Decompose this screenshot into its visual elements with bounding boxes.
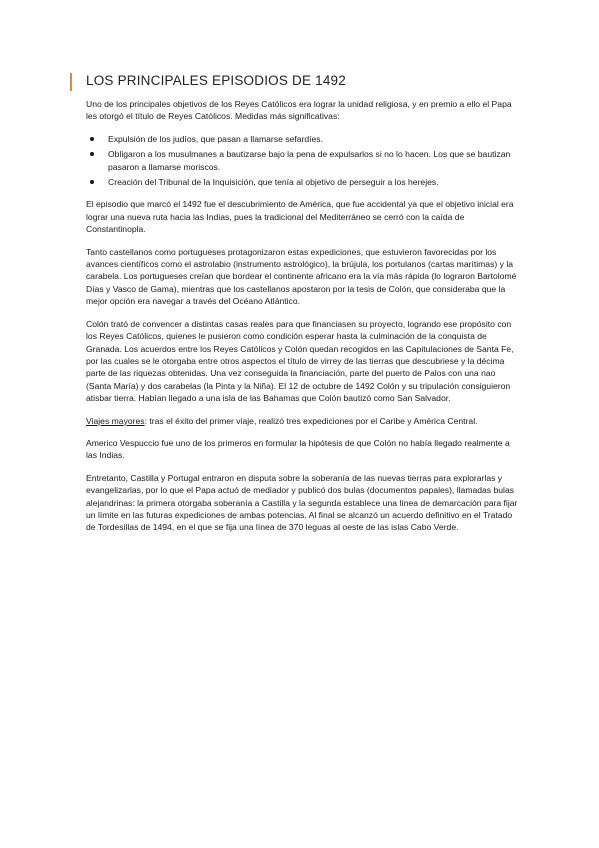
list-item-text: Expulsión de los judíos, que pasan a llamarse sefardíes. [108,133,323,144]
intro-paragraph: Uno de los principales objetivos de los Reyes Católicos era lograr la unidad religiosa, y en premio a ello el Papa les otorgó el título de Reyes Católicos. Medidas más significativas: [86,99,512,122]
document-page [86,72,520,544]
list-item [86,176,520,188]
page-title: LOS PRINCIPALES EPISODIOS DE 1492 [86,73,346,88]
bullet-icon [90,180,94,184]
list-item-text: Creación del Tribunal de la Inquisición, que tenía al objetivo de perseguir a los herejes. [108,177,439,188]
voyages-paragraph [86,415,520,427]
colon-paragraph: Colón trató de convencer a distintas casas reales para que financiasen su proyecto, logrando ese propósito con los Reyes Católicos, quienes le pusieron como condición esperar hasta la culminación de la conquista de Granada. Los acuerdos entre los Reyes Católicos y Colón quedan recogidos en las Capitulaciones de Santa Fe, por las cuales se le otorgaba entre otros aspectos el título de virrey de las tierras que descubriese y la décima parte de las riquezas obtenidas. Una vez conseguida la financiación, parte del puerto de Palos con una nao (Santa María) y dos carabelas (la Pinta y la Niña). El 12 de octubre de 1492 Colón y su tripulación consiguieron atisbar tierra. Habían llegado a una isla de las Bahamas que Colón bautizó como San Salvador. [86,318,514,404]
discovery-paragraph: El episodio que marcó el 1492 fue el descubrimiento de América, que fue accidental ya que el objetivo inicial era lograr una nueva ruta hacia las Indias, pues la tradicional del Mediterráneo se cerró con la caída de Constantinopla. [86,199,514,235]
tordesillas-paragraph: Entretanto, Castilla y Portugal entraron en disputa sobre la soberanía de las nuevas tierras para explorarlas y evangelizarlas, por lo que el Papa actuó de mediador y publicó dos bulas (documentos papales), llamadas bulas alejandrinas: la primera otorgaba soberanía a Castilla y la segunda establece una línea de demarcación para fijar un límite en las futuras expediciones de ambas potencias. Al final se alcanzó un acuerdo definitivo en el Tratado de Tordesillas de 1494, en el que se fija una línea de 370 leguas al oeste de las islas Cabo Verde. [86,472,518,533]
heading-block [86,72,520,90]
voyages-label: Viajes mayores [86,415,145,426]
heading-accent-bar [70,73,72,91]
bullet-icon [90,137,94,141]
vespucci-paragraph: Americo Vespuccio fue uno de los primeros en formular la hipótesis de que Colón no había llegado realmente a las Indias. [86,437,510,461]
list-item [86,148,520,173]
voyages-text: : tras el éxito del primer viaje, realizó tres expediciones por el Caribe y América Central. [144,415,478,426]
bullet-icon [90,152,94,156]
list-item [86,133,520,145]
measures-list [86,133,520,189]
list-item-text: Obligaron a los musulmanes a bautizarse bajo la pena de expulsarlos si no lo hacen. Los que se bautizan pasaron a llamarse moriscos. [108,149,511,172]
expeditions-paragraph: Tanto castellanos como portugueses protagonizaron estas expediciones, que estuvieron favorecidas por los avances científicos como el astrolabio (instrumento astrológico), la brújula, los portulanos (cartas marítimas) y la carabela. Los portugueses creían que bordear el continente africano era la vía más rápida (lo lograron Bartolomé Días y Vasco de Gama), mientras que los castellanos apostaron por la tesis de Colón, que consideraba que la mejor opción era navegar a través del Océano Atlántico. [86,246,517,307]
